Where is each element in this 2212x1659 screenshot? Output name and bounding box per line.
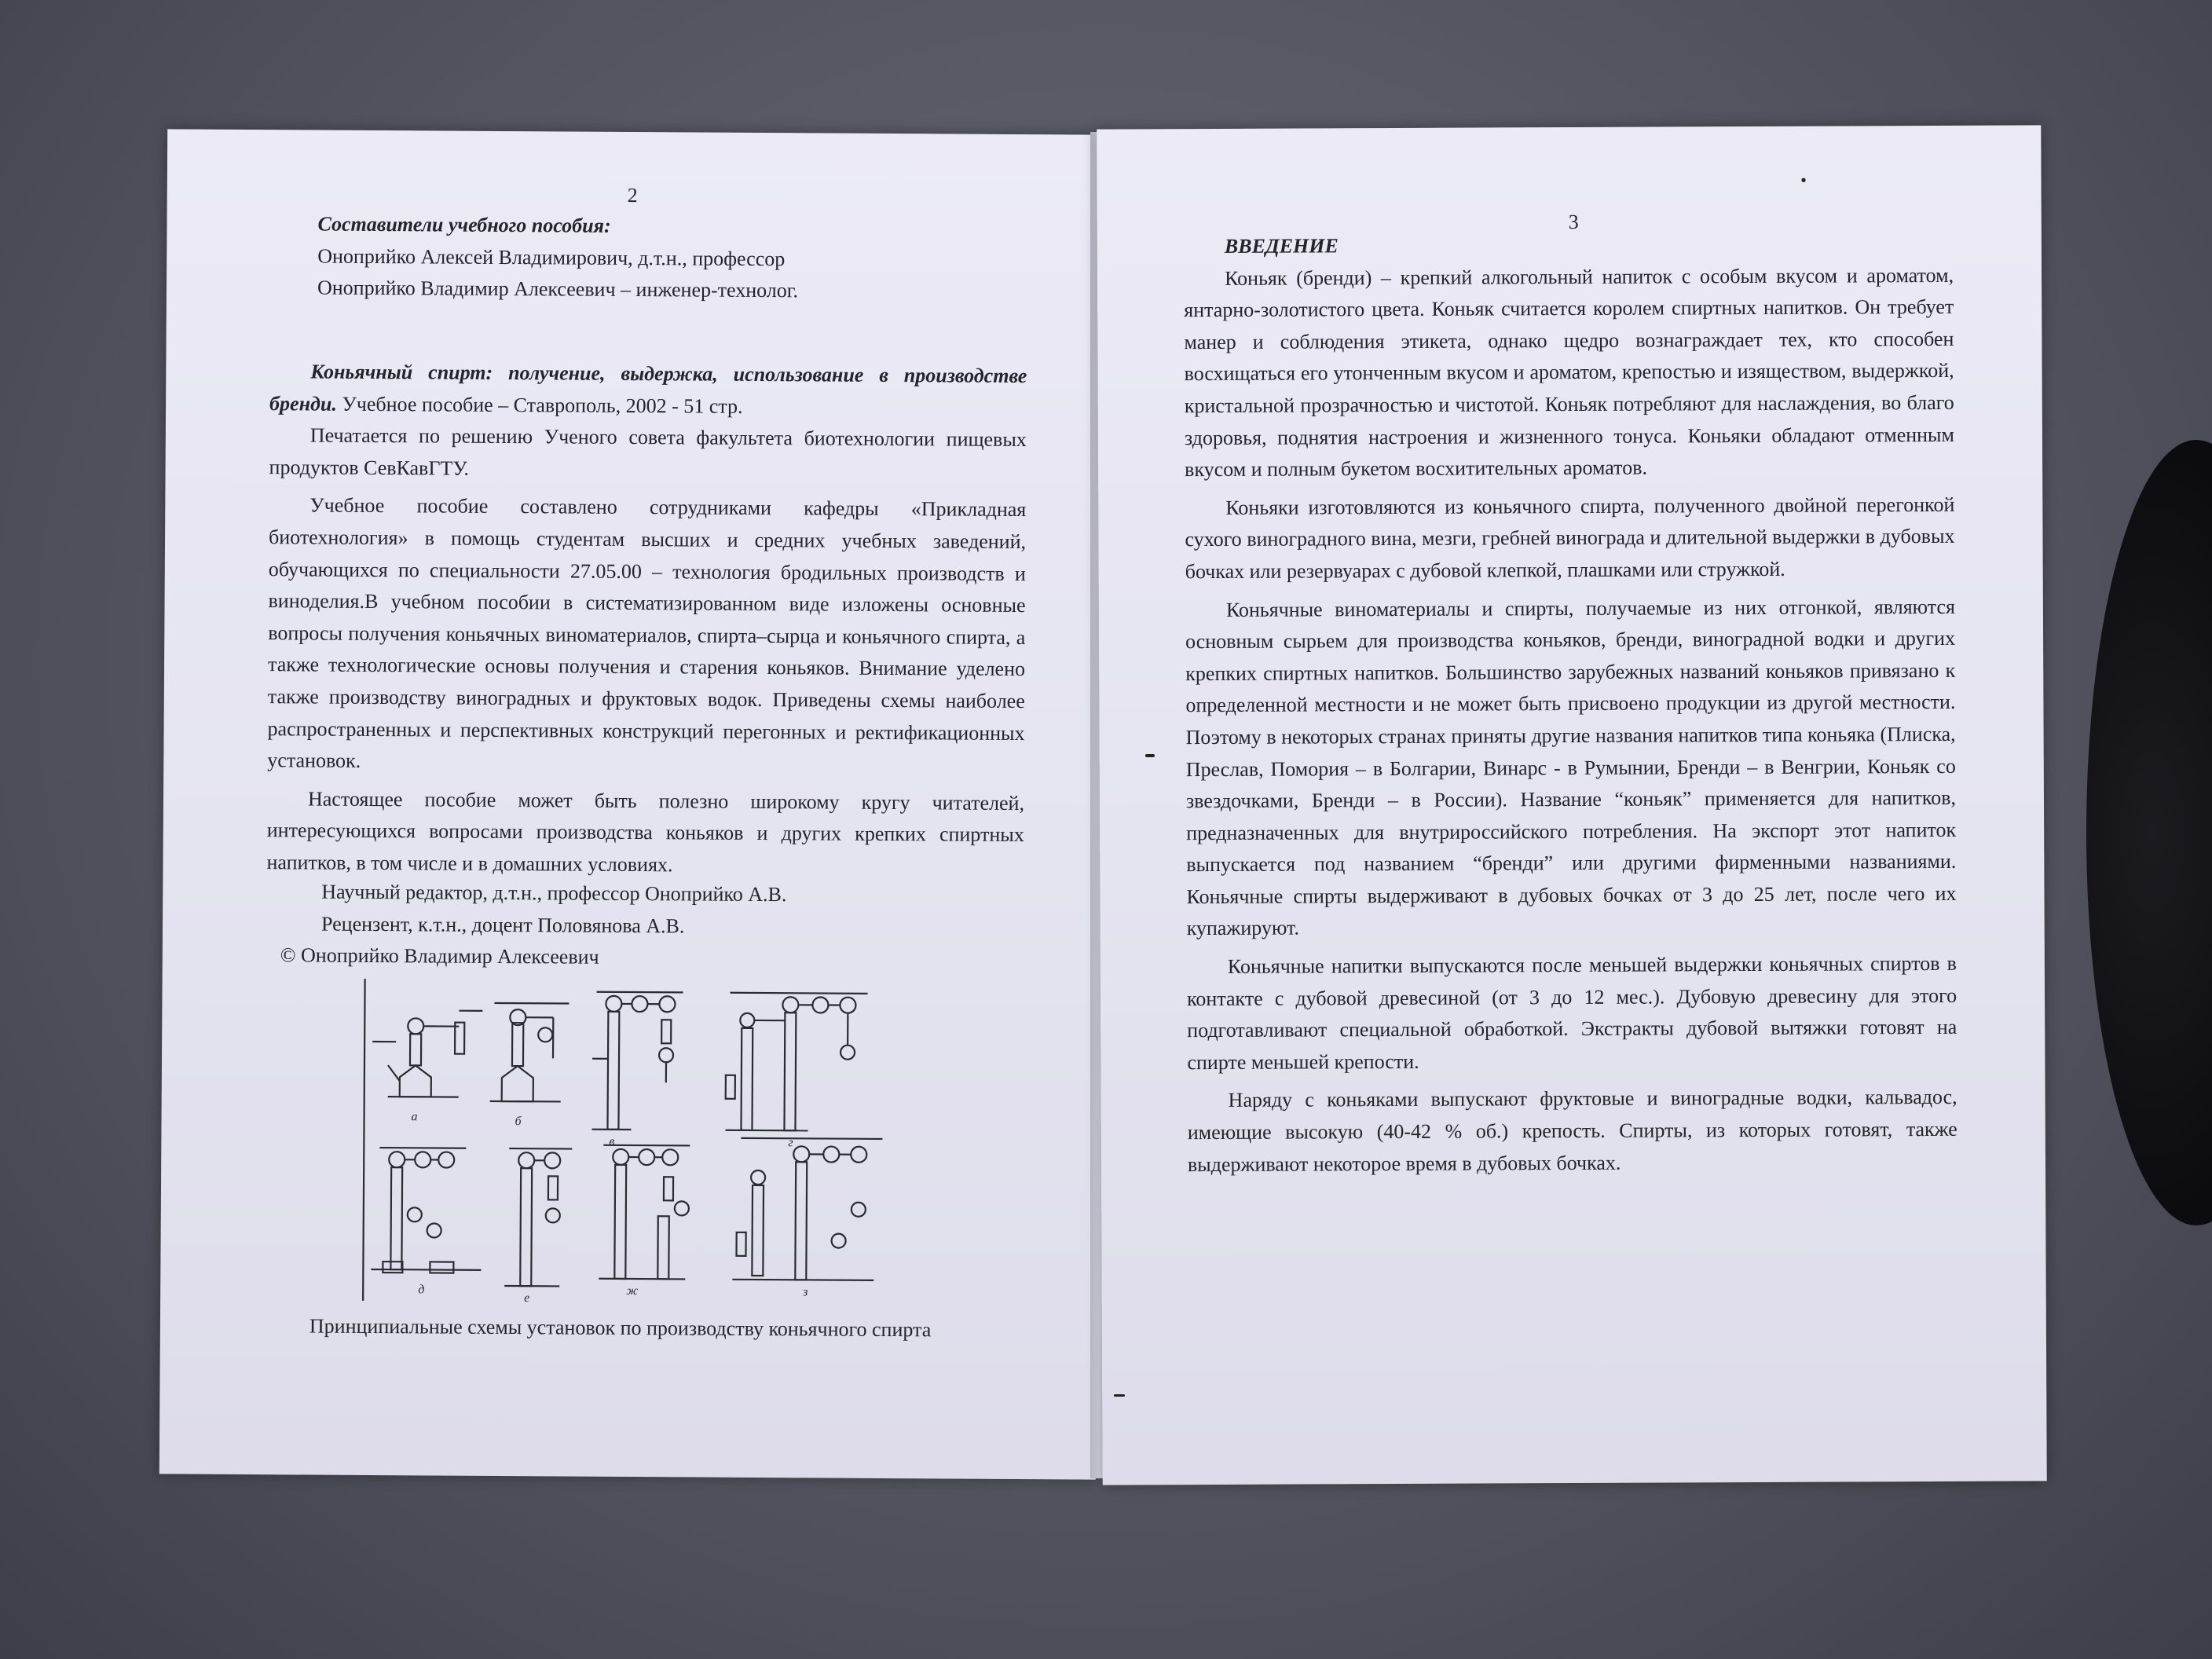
panel-label-zh: ж <box>626 1284 639 1298</box>
panel-label-z: з <box>803 1285 808 1299</box>
page-number-left: 2 <box>627 183 638 207</box>
panel-label-v: в <box>609 1134 615 1148</box>
figure-caption: Принципиальные схемы установок по производству коньячного спирта <box>309 1314 932 1342</box>
dark-object-edge <box>2086 440 2212 1225</box>
book-title: Коньячный спирт: получение, выдержка, использование в производстве бренди. <box>269 360 1027 416</box>
intro-paragraph-5: Наряду с коньяками выпускают фруктовые и виноградные водки, кальвадос, имеющие высокую (40-42 % об.) крепость. Спирты, из которых готовят, также выдерживают некоторое время в дубовых бочках. <box>1187 1086 1957 1176</box>
page-number-right: 3 <box>1568 210 1579 234</box>
compiler-2: Оноприйко Владимир Алексеевич – инженер-технолог. <box>317 276 799 302</box>
right-page <box>1097 125 2047 1485</box>
description-paragraph-2: Учебное пособие составлено сотрудниками кафедры «Прикладная биотехнология» в помощь студентам высших и средних учебных заведений, обучающихся по специальности 27.05.00 – технология бродильных производств и виноделия.В учебном пособии в систематизированном виде изложены основные вопросы получения коньячных виноматериалов, спирта–сырца и коньячного спирта, а также технологические основы получения и старения коньяков. Внимание уделено также производству виноградных и фруктовых водок. Приведены схемы наиболее распространенных и перспективных конструкций перегонных и ректификационных установок. <box>267 493 1027 773</box>
dust-speck <box>1802 178 1806 182</box>
scheme-e <box>504 1148 572 1287</box>
panel-label-b: б <box>515 1115 522 1129</box>
copyright-line: © Оноприйко Владимир Алексеевич <box>280 943 599 969</box>
book-description <box>266 328 1027 883</box>
scheme-z <box>732 1138 882 1280</box>
reviewer: Рецензент, к.т.н., доцент Половянова А.В. <box>320 912 685 938</box>
book-details: Учебное пособие – Ставрополь, 2002 - 51 стр. <box>342 392 743 418</box>
introduction-section <box>1184 228 1957 1181</box>
section-title: ВВЕДЕНИЕ <box>1224 234 1339 258</box>
scheme-g <box>725 993 867 1131</box>
compilers-heading: Составители учебного пособия: <box>317 212 611 237</box>
panel-label-g: г <box>788 1136 793 1150</box>
panel-label-d: д <box>418 1283 425 1297</box>
scheme-a <box>372 1010 483 1097</box>
gutter-mark-lower <box>1114 1394 1125 1397</box>
compiler-1: Оноприйко Алексей Владимирович, д.т.н., профессор <box>317 244 786 270</box>
scheme-v <box>591 992 683 1130</box>
description-paragraph-1: Печатается по решению Ученого совета факультета биотехнологии пищевых продуктов СевКавГТУ. <box>269 423 1027 480</box>
distillation-schemes-figure <box>355 979 954 1313</box>
scheme-zh <box>599 1145 690 1280</box>
description-paragraph-3: Настоящее пособие может быть полезно широкому кругу читателей, интересующихся вопросами производства коньяков и других крепких спиртных напитков, в том числе и в домашних условиях. <box>266 787 1025 877</box>
compilers-block <box>311 208 1042 308</box>
book-citation <box>269 356 1027 424</box>
gutter-mark <box>1145 754 1155 757</box>
scheme-b <box>490 1003 569 1102</box>
scientific-editor: Научный редактор, д.т.н., профессор Оноприйко А.В. <box>321 880 787 906</box>
intro-paragraph-4: Коньячные напитки выпускаются после меньшей выдержки коньячных спиртов в контакте с дубовой древесиной (от 3 до 12 мес.). Дубовую древесину для этого подготавливают специальной обработкой. Экстракты дубовой вытяжки готовят на спирте меньшей крепости. <box>1187 951 1957 1074</box>
scheme-d <box>371 1148 482 1273</box>
editors-block <box>280 876 1020 976</box>
panel-label-a: а <box>411 1110 418 1124</box>
left-page <box>159 129 1104 1479</box>
intro-paragraph-1: Коньяк (бренди) – крепкий алкогольный напиток с особым вкусом и ароматом, янтарно-золотистого цвета. Коньяк считается королем спиртных напитков. Он требует манер и соблюдения этикета, однако щедро вознаграждает тех, кто способен восхищаться его утонченным вкусом и ароматом, крепостью и изяществом, выдержкой, кристальной прозрачностью и чистотой. Коньяк потребляют для наслаждения, во благо здоровья, поднятия настроения и жизненного тонуса. Коньяки обладают отменным вкусом и полным букетом восхитительных ароматов. <box>1184 263 1955 482</box>
intro-paragraph-2: Коньяки изготовляются из коньячного спирта, полученного двойной перегонкой сухого виноградного вина, мезги, гребней винограда и длительной выдержки в дубовых бочках или резервуарах с дубовой клепкой, плашками или стружкой. <box>1185 493 1955 584</box>
panel-label-e: е <box>524 1291 530 1306</box>
intro-paragraph-3: Коньячные виноматериалы и спирты, получаемые из них отгонкой, являются основным сырьем для производства коньяков, бренди, виноградной водки и других крепких спиртных напитков. Большинство зарубежных названий коньяков привязано к определенной местности и не может быть присвоено продукции из другой местности. Поэтому в некоторых странах приняты другие названия напитков типа коньяка (Плиска, Преслав, Помория – в Болгарии, Винарс - в Румынии, Бренди – в Венгрии, Коньяк со звездочками, Бренди – в России). Название “коньяк” применяется для напитков, предназначенных для внутрироссийского потребления. На экспорт этот напиток выпускается под названием “бренди” или другими фирменными названиями. Коньячные спирты выдерживают в дубовых бочках от 3 до 25 лет, после чего их купажируют. <box>1185 595 1957 940</box>
